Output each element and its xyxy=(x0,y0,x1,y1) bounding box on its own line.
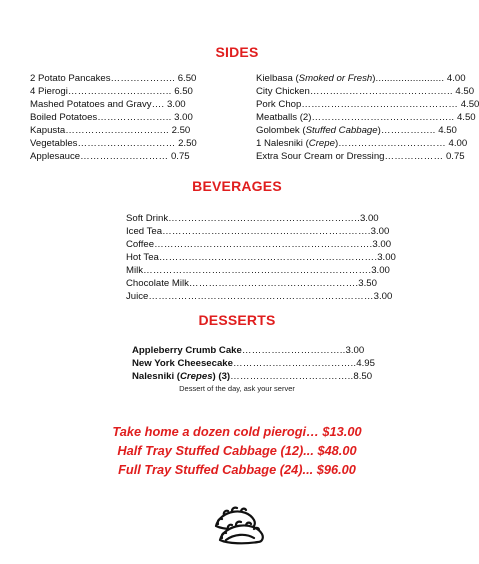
sides-heading: SIDES xyxy=(215,44,259,60)
menu-item: Pork Chop………………………………………… 4.50 xyxy=(256,99,479,110)
dessert-note: Dessert of the day, ask your server xyxy=(179,384,295,393)
menu-item: Meatballs (2)…………………………………….. 4.50 xyxy=(256,112,476,123)
menu-item: Appleberry Crumb Cake…………………………..3.00 xyxy=(132,345,365,356)
menu-item: Soft Drink…………………………………………………..3.00 xyxy=(126,213,379,224)
menu-item: Extra Sour Cream or Dressing……………… 0.75 xyxy=(256,151,465,162)
menu-item: Golombek (Stuffed Cabbage)…………….. 4.50 xyxy=(256,125,457,136)
promo-line: Full Tray Stuffed Cabbage (24)... $96.00 xyxy=(118,462,356,477)
pierogi-icon xyxy=(210,500,270,555)
menu-item: Juice……………………………………………………………3.00 xyxy=(126,291,393,302)
menu-item: Applesauce……………………… 0.75 xyxy=(30,151,190,162)
menu-item: 1 Nalesniki (Crepe)…………………………… 4.00 xyxy=(256,138,468,149)
menu-item: Kielbasa (Smoked or Fresh)........................ 4.00 xyxy=(256,73,466,84)
promo-line: Half Tray Stuffed Cabbage (12)... $48.00 xyxy=(117,443,357,458)
menu-item: 4 Pierogi………………………….. 6.50 xyxy=(30,86,193,97)
menu-item: 2 Potato Pancakes……………….. 6.50 xyxy=(30,73,197,84)
menu-item: Chocolate Milk…………………………………………….3.50 xyxy=(126,278,377,289)
menu-item: New York Cheesecake………………………………..4.95 xyxy=(132,358,375,369)
menu-item: Kapusta………………………….. 2.50 xyxy=(30,125,191,136)
menu-item: Mashed Potatoes and Gravy…. 3.00 xyxy=(30,99,186,110)
promo-line: Take home a dozen cold pierogi… $13.00 xyxy=(112,424,362,439)
menu-item: Coffee………………………………………………………….3.00 xyxy=(126,239,392,250)
menu-item: Boiled Potatoes………………….. 3.00 xyxy=(30,112,193,123)
desserts-heading: DESSERTS xyxy=(198,312,276,328)
menu-item: Hot Tea………………………………………………………….3.00 xyxy=(126,252,396,263)
menu-item: Milk…………………………………………………………….3.00 xyxy=(126,265,390,276)
beverages-heading: BEVERAGES xyxy=(192,178,282,194)
menu-item: City Chicken…………………………………….. 4.50 xyxy=(256,86,475,97)
menu-item: Iced Tea……………………………………………………….3.00 xyxy=(126,226,390,237)
menu-item: Vegetables………………………… 2.50 xyxy=(30,138,197,149)
menu-item: Nalesniki (Crepes) (3)………………………………..8.50 xyxy=(132,371,373,382)
